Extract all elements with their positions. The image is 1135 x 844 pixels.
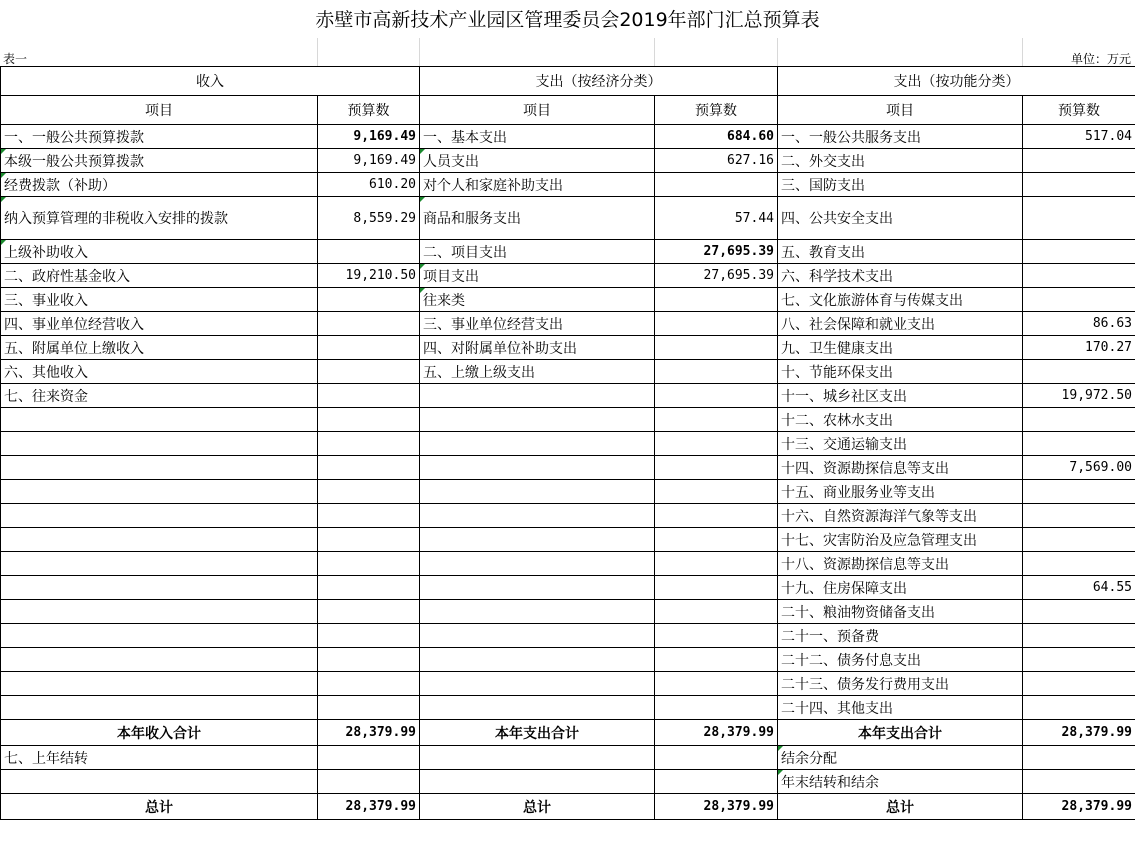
budget-cell[interactable]: 19,972.50 bbox=[1023, 384, 1135, 408]
budget-cell[interactable]: 28,379.99 bbox=[1023, 720, 1135, 746]
item-cell[interactable]: 十三、交通运输支出 bbox=[778, 432, 1023, 456]
item-cell[interactable]: 项目支出 bbox=[420, 264, 655, 288]
item-cell[interactable]: 二十三、债务发行费用支出 bbox=[778, 672, 1023, 696]
item-cell[interactable]: 九、卫生健康支出 bbox=[778, 336, 1023, 360]
budget-cell[interactable] bbox=[318, 552, 420, 576]
budget-cell[interactable] bbox=[655, 480, 778, 504]
budget-cell[interactable]: 27,695.39 bbox=[655, 240, 778, 264]
item-cell[interactable] bbox=[1, 504, 318, 528]
report-title: 赤壁市高新技术产业园区管理委员会2019年部门汇总预算表 bbox=[315, 9, 820, 31]
header-item[interactable]: 项目 bbox=[420, 96, 655, 125]
budget-cell[interactable] bbox=[1023, 770, 1135, 794]
item-cell[interactable]: 本年收入合计 bbox=[1, 720, 318, 746]
item-cell[interactable] bbox=[1, 696, 318, 720]
item-cell[interactable]: 本年支出合计 bbox=[420, 720, 655, 746]
item-cell[interactable] bbox=[420, 480, 655, 504]
item-cell[interactable]: 纳入预算管理的非税收入安排的拨款 bbox=[1, 197, 318, 240]
item-cell[interactable]: 总计 bbox=[420, 794, 655, 820]
budget-cell[interactable] bbox=[318, 600, 420, 624]
budget-cell[interactable] bbox=[655, 576, 778, 600]
budget-cell[interactable]: 9,169.49 bbox=[318, 125, 420, 149]
item-cell[interactable] bbox=[420, 746, 655, 770]
item-cell[interactable] bbox=[420, 576, 655, 600]
item-cell[interactable]: 总计 bbox=[1, 794, 318, 820]
item-cell[interactable]: 十九、住房保障支出 bbox=[778, 576, 1023, 600]
budget-cell[interactable] bbox=[655, 384, 778, 408]
section-expense-functional[interactable]: 支出（按功能分类） bbox=[778, 67, 1135, 96]
budget-cell[interactable]: 28,379.99 bbox=[1023, 794, 1135, 820]
table-row bbox=[1, 408, 1135, 432]
item-cell[interactable]: 上级补助收入 bbox=[1, 240, 318, 264]
item-cell[interactable]: 一、一般公共服务支出 bbox=[778, 125, 1023, 149]
budget-cell[interactable]: 28,379.99 bbox=[655, 720, 778, 746]
budget-cell[interactable]: 28,379.99 bbox=[655, 794, 778, 820]
item-cell[interactable]: 一、基本支出 bbox=[420, 125, 655, 149]
budget-cell[interactable] bbox=[655, 696, 778, 720]
budget-cell[interactable] bbox=[655, 408, 778, 432]
carry-row bbox=[1, 770, 1135, 794]
budget-cell[interactable] bbox=[1023, 264, 1135, 288]
column-header-row bbox=[1, 96, 1135, 125]
item-cell[interactable] bbox=[420, 504, 655, 528]
table-row bbox=[1, 600, 1135, 624]
item-cell[interactable]: 十六、自然资源海洋气象等支出 bbox=[778, 504, 1023, 528]
header-item[interactable]: 项目 bbox=[1, 96, 318, 125]
item-cell[interactable] bbox=[1, 672, 318, 696]
item-cell[interactable]: 二十、粮油物资储备支出 bbox=[778, 600, 1023, 624]
item-cell[interactable]: 三、事业单位经营支出 bbox=[420, 312, 655, 336]
header-item[interactable]: 项目 bbox=[778, 96, 1023, 125]
item-cell[interactable]: 人员支出 bbox=[420, 149, 655, 173]
item-cell[interactable]: 本年支出合计 bbox=[778, 720, 1023, 746]
budget-cell[interactable] bbox=[318, 384, 420, 408]
table-row bbox=[1, 624, 1135, 648]
budget-cell[interactable] bbox=[655, 360, 778, 384]
budget-cell[interactable]: 610.20 bbox=[318, 173, 420, 197]
item-cell[interactable]: 七、上年结转 bbox=[1, 746, 318, 770]
unit-label: 单位：万元 bbox=[1070, 52, 1131, 66]
table-row bbox=[1, 432, 1135, 456]
table-row bbox=[1, 288, 1135, 312]
header-budget[interactable]: 预算数 bbox=[655, 96, 778, 125]
item-cell[interactable]: 二十四、其他支出 bbox=[778, 696, 1023, 720]
item-cell[interactable] bbox=[420, 648, 655, 672]
item-cell[interactable] bbox=[1, 600, 318, 624]
budget-cell[interactable] bbox=[1023, 149, 1135, 173]
item-cell[interactable]: 三、国防支出 bbox=[778, 173, 1023, 197]
budget-cell[interactable] bbox=[318, 288, 420, 312]
table-row bbox=[1, 528, 1135, 552]
table-row bbox=[1, 384, 1135, 408]
budget-cell[interactable] bbox=[1023, 360, 1135, 384]
budget-cell[interactable] bbox=[655, 312, 778, 336]
budget-cell[interactable] bbox=[318, 360, 420, 384]
budget-cell[interactable] bbox=[1023, 173, 1135, 197]
item-cell[interactable] bbox=[420, 384, 655, 408]
item-cell[interactable]: 四、公共安全支出 bbox=[778, 197, 1023, 240]
table-row bbox=[1, 480, 1135, 504]
budget-cell[interactable] bbox=[318, 770, 420, 794]
budget-cell[interactable] bbox=[655, 336, 778, 360]
item-cell[interactable] bbox=[1, 528, 318, 552]
budget-cell[interactable]: 684.60 bbox=[655, 125, 778, 149]
budget-cell[interactable]: 517.04 bbox=[1023, 125, 1135, 149]
budget-cell[interactable] bbox=[1023, 480, 1135, 504]
budget-cell[interactable] bbox=[318, 696, 420, 720]
budget-cell[interactable] bbox=[318, 456, 420, 480]
item-cell[interactable]: 七、文化旅游体育与传媒支出 bbox=[778, 288, 1023, 312]
budget-cell[interactable]: 9,169.49 bbox=[318, 149, 420, 173]
item-cell[interactable]: 总计 bbox=[778, 794, 1023, 820]
budget-cell[interactable]: 28,379.99 bbox=[318, 794, 420, 820]
table-row bbox=[1, 648, 1135, 672]
year-total-row bbox=[1, 720, 1135, 746]
item-cell[interactable]: 十八、资源勘探信息等支出 bbox=[778, 552, 1023, 576]
table-row bbox=[1, 149, 1135, 173]
item-cell[interactable]: 经费拨款（补助） bbox=[1, 173, 318, 197]
item-cell[interactable]: 十四、资源勘探信息等支出 bbox=[778, 456, 1023, 480]
grand-total-row bbox=[1, 794, 1135, 820]
budget-cell[interactable]: 19,210.50 bbox=[318, 264, 420, 288]
item-cell[interactable]: 二十一、预备费 bbox=[778, 624, 1023, 648]
header-budget[interactable]: 预算数 bbox=[1023, 96, 1135, 125]
budget-cell[interactable] bbox=[655, 746, 778, 770]
table-row bbox=[1, 336, 1135, 360]
budget-cell[interactable] bbox=[318, 480, 420, 504]
budget-cell[interactable] bbox=[655, 624, 778, 648]
budget-cell[interactable] bbox=[1023, 746, 1135, 770]
item-cell[interactable] bbox=[1, 624, 318, 648]
table-row bbox=[1, 264, 1135, 288]
item-cell[interactable]: 十二、农林水支出 bbox=[778, 408, 1023, 432]
item-cell[interactable] bbox=[1, 770, 318, 794]
budget-cell[interactable] bbox=[1023, 504, 1135, 528]
item-cell[interactable]: 年末结转和结余 bbox=[778, 770, 1023, 794]
budget-cell[interactable] bbox=[318, 648, 420, 672]
item-cell[interactable] bbox=[420, 672, 655, 696]
item-cell[interactable]: 三、事业收入 bbox=[1, 288, 318, 312]
item-cell[interactable]: 八、社会保障和就业支出 bbox=[778, 312, 1023, 336]
budget-cell[interactable] bbox=[1023, 528, 1135, 552]
table-row bbox=[1, 240, 1135, 264]
item-cell[interactable] bbox=[420, 696, 655, 720]
item-cell[interactable]: 六、科学技术支出 bbox=[778, 264, 1023, 288]
budget-cell[interactable] bbox=[655, 456, 778, 480]
budget-cell[interactable] bbox=[318, 672, 420, 696]
budget-cell[interactable] bbox=[318, 240, 420, 264]
budget-cell[interactable] bbox=[1023, 432, 1135, 456]
item-cell[interactable]: 二、项目支出 bbox=[420, 240, 655, 264]
item-cell[interactable]: 本级一般公共预算拨款 bbox=[1, 149, 318, 173]
item-cell[interactable]: 五、教育支出 bbox=[778, 240, 1023, 264]
item-cell[interactable]: 结余分配 bbox=[778, 746, 1023, 770]
budget-cell[interactable] bbox=[318, 312, 420, 336]
table-row bbox=[1, 696, 1135, 720]
item-cell[interactable]: 二、政府性基金收入 bbox=[1, 264, 318, 288]
budget-cell[interactable]: 170.27 bbox=[1023, 336, 1135, 360]
table-row bbox=[1, 552, 1135, 576]
budget-cell[interactable] bbox=[1023, 197, 1135, 240]
budget-cell[interactable] bbox=[1023, 288, 1135, 312]
table-row bbox=[1, 125, 1135, 149]
item-cell[interactable] bbox=[1, 480, 318, 504]
budget-cell[interactable] bbox=[655, 648, 778, 672]
budget-cell[interactable]: 64.55 bbox=[1023, 576, 1135, 600]
item-cell[interactable]: 二十二、债务付息支出 bbox=[778, 648, 1023, 672]
item-cell[interactable] bbox=[1, 408, 318, 432]
budget-cell[interactable] bbox=[1023, 552, 1135, 576]
item-cell[interactable]: 四、事业单位经营收入 bbox=[1, 312, 318, 336]
item-cell[interactable] bbox=[420, 600, 655, 624]
item-cell[interactable] bbox=[420, 552, 655, 576]
item-cell[interactable] bbox=[420, 432, 655, 456]
budget-cell[interactable] bbox=[655, 552, 778, 576]
item-cell[interactable]: 十一、城乡社区支出 bbox=[778, 384, 1023, 408]
item-cell[interactable] bbox=[420, 408, 655, 432]
item-cell[interactable]: 七、往来资金 bbox=[1, 384, 318, 408]
budget-cell[interactable] bbox=[318, 432, 420, 456]
header-budget[interactable]: 预算数 bbox=[318, 96, 420, 125]
item-cell[interactable]: 十、节能环保支出 bbox=[778, 360, 1023, 384]
sheet-gridlines bbox=[0, 38, 1135, 67]
budget-cell[interactable] bbox=[1023, 240, 1135, 264]
table-row bbox=[1, 504, 1135, 528]
section-income[interactable]: 收入 bbox=[1, 67, 420, 96]
item-cell[interactable] bbox=[1, 648, 318, 672]
item-cell[interactable]: 一、一般公共预算拨款 bbox=[1, 125, 318, 149]
budget-cell[interactable] bbox=[1023, 648, 1135, 672]
table-row bbox=[1, 360, 1135, 384]
budget-cell[interactable] bbox=[655, 173, 778, 197]
item-cell[interactable]: 五、上缴上级支出 bbox=[420, 360, 655, 384]
item-cell[interactable] bbox=[1, 432, 318, 456]
item-cell[interactable] bbox=[420, 770, 655, 794]
table-row bbox=[1, 672, 1135, 696]
budget-cell[interactable] bbox=[655, 528, 778, 552]
section-header-row bbox=[1, 67, 1135, 96]
budget-cell[interactable] bbox=[655, 770, 778, 794]
budget-cell[interactable] bbox=[318, 408, 420, 432]
table-row bbox=[1, 312, 1135, 336]
budget-cell[interactable] bbox=[1023, 624, 1135, 648]
table-row bbox=[1, 173, 1135, 197]
budget-cell[interactable] bbox=[1023, 672, 1135, 696]
budget-cell[interactable] bbox=[318, 528, 420, 552]
budget-cell[interactable]: 8,559.29 bbox=[318, 197, 420, 240]
item-cell[interactable] bbox=[420, 624, 655, 648]
table-row bbox=[1, 456, 1135, 480]
item-cell[interactable]: 十七、灾害防治及应急管理支出 bbox=[778, 528, 1023, 552]
budget-cell[interactable] bbox=[318, 746, 420, 770]
budget-cell[interactable] bbox=[1023, 408, 1135, 432]
section-expense-economic[interactable]: 支出（按经济分类） bbox=[420, 67, 778, 96]
item-cell[interactable]: 十五、商业服务业等支出 bbox=[778, 480, 1023, 504]
item-cell[interactable]: 四、对附属单位补助支出 bbox=[420, 336, 655, 360]
item-cell[interactable] bbox=[1, 576, 318, 600]
item-cell[interactable] bbox=[1, 456, 318, 480]
item-cell[interactable]: 五、附属单位上缴收入 bbox=[1, 336, 318, 360]
item-cell[interactable]: 往来类 bbox=[420, 288, 655, 312]
table-number: 表一 bbox=[3, 52, 28, 66]
budget-cell[interactable]: 627.16 bbox=[655, 149, 778, 173]
item-cell[interactable]: 二、外交支出 bbox=[778, 149, 1023, 173]
budget-cell[interactable] bbox=[655, 504, 778, 528]
item-cell[interactable]: 商品和服务支出 bbox=[420, 197, 655, 240]
budget-cell[interactable] bbox=[1023, 696, 1135, 720]
item-cell[interactable] bbox=[1, 552, 318, 576]
item-cell[interactable]: 六、其他收入 bbox=[1, 360, 318, 384]
carry-row bbox=[1, 746, 1135, 770]
budget-cell[interactable] bbox=[318, 624, 420, 648]
budget-cell[interactable]: 57.44 bbox=[655, 197, 778, 240]
budget-cell[interactable] bbox=[1023, 600, 1135, 624]
budget-cell[interactable] bbox=[318, 336, 420, 360]
budget-cell[interactable] bbox=[655, 600, 778, 624]
budget-cell[interactable]: 86.63 bbox=[1023, 312, 1135, 336]
budget-cell[interactable]: 28,379.99 bbox=[318, 720, 420, 746]
budget-cell[interactable] bbox=[655, 672, 778, 696]
budget-cell[interactable]: 7,569.00 bbox=[1023, 456, 1135, 480]
item-cell[interactable] bbox=[420, 456, 655, 480]
budget-cell[interactable]: 27,695.39 bbox=[655, 264, 778, 288]
item-cell[interactable] bbox=[420, 528, 655, 552]
table-row bbox=[1, 197, 1135, 240]
table-row bbox=[1, 576, 1135, 600]
budget-cell[interactable] bbox=[318, 504, 420, 528]
item-cell[interactable]: 对个人和家庭补助支出 bbox=[420, 173, 655, 197]
budget-cell[interactable] bbox=[655, 288, 778, 312]
budget-table bbox=[0, 66, 1135, 820]
budget-cell[interactable] bbox=[318, 576, 420, 600]
budget-cell[interactable] bbox=[655, 432, 778, 456]
